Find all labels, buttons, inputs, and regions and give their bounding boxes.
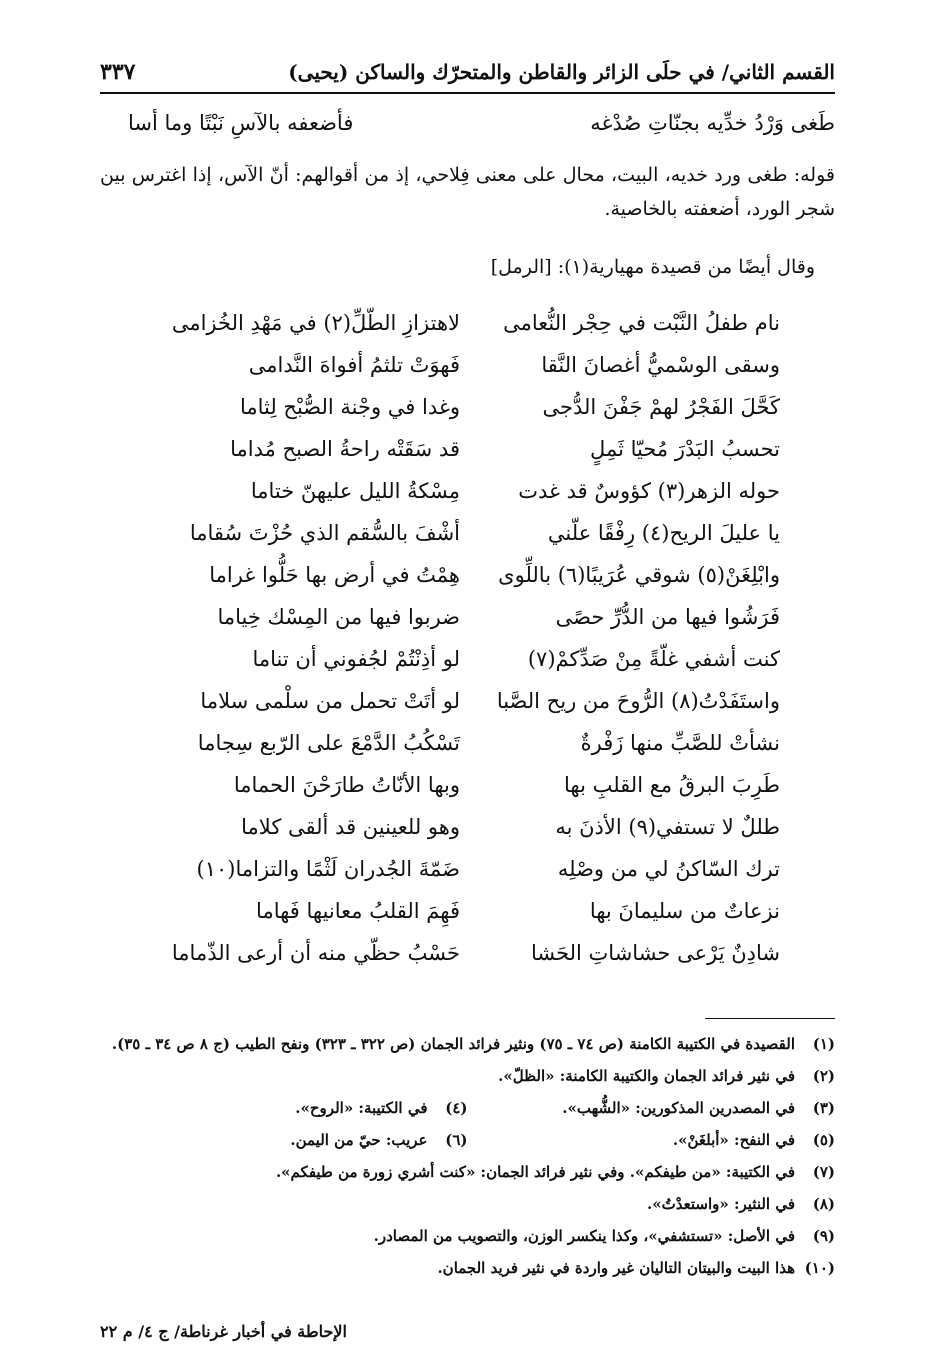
poem-verse (100, 680, 835, 722)
poem-verse (100, 512, 835, 554)
hemistich-first: واستَفَدْتُ(٨) الرُّوحَ من ريح الصَّبا (496, 689, 780, 713)
hemistich-second: أشْفَ بالسُّقم الذي حُزْتَ سُقاما (189, 521, 460, 545)
footnote-text: في الكتيبة: «من طيفكم». وفي نثير فرائد الجمان: «كنت أشري زورة من طيفكم». (275, 1163, 795, 1181)
hemistich-second: وبها الأنّاتُ طارَحْنَ الحماما (233, 773, 460, 797)
poem-verse (100, 344, 835, 386)
poem-verse (100, 764, 835, 806)
footnote-text: في الأصل: «تستشفي»، وكذا ينكسر الوزن، والتصويب من المصادر. (373, 1227, 795, 1245)
footnote-number: (٩) (812, 1227, 835, 1245)
footnote (468, 1092, 836, 1124)
poem-verse (100, 554, 835, 596)
hemistich-second: هِمْتُ في أرض بها حَلُّوا غراما (209, 563, 460, 587)
footnote (100, 1092, 468, 1124)
hemistich-first: نزعاتٌ من سليمانَ بها (589, 899, 780, 923)
hemistich-first: كَحَّلَ الفَجْرُ لهمْ جَفْنَ الدُّجى (542, 395, 780, 419)
poem-verse (100, 428, 835, 470)
poem-verse (100, 386, 835, 428)
footnote (100, 1156, 835, 1188)
footnote-number: (١) (812, 1035, 835, 1053)
hemistich-second: قد سَقَتْه راحةُ الصبح مُداما (230, 437, 460, 461)
footnote-number: (٧) (812, 1163, 835, 1181)
hemistich-first: طَرِبَ البرقُ مع القلبِ بها (564, 773, 780, 797)
hemistich-first: شادِنٌ يَرْعى حشاشاتِ الحَشا (530, 941, 780, 965)
book-signature-footer: الإحاطة في أخبار غرناطة/ ج ٤/ م ٢٢ (100, 1322, 347, 1341)
poem-verse (100, 806, 835, 848)
top-verse-second-hemistich: فأضعفه بالآسِ نَبْتًا وما أسا (128, 111, 354, 135)
footnote-number: (٤) (445, 1099, 468, 1117)
hemistich-first: وسقى الوسْميُّ أغصانَ النَّقا (541, 353, 780, 377)
footnote-text: القصيدة في الكتيبة الكامنة (ص ٧٤ ـ ٧٥) ونثير فرائد الجمان (ص ٣٢٢ ـ ٣٢٣) ونفح الطيب (ج ٨ ص ٣٤ ـ ٣٥). (111, 1035, 795, 1053)
hemistich-second: فَهوَتْ تلثمُ أفواهَ النَّدامى (248, 353, 460, 377)
hemistich-first: نام طفلُ النَّبْت في حِجْر النُّعامى (503, 311, 780, 335)
poem-verse (100, 890, 835, 932)
footnote-text: في النثير: «واستعدْتُ». (647, 1195, 795, 1213)
footnote (100, 1188, 835, 1220)
footnote-number: (٦) (445, 1131, 468, 1149)
hemistich-second: لو أذِنْتُمْ لجُفوني أن تناما (252, 647, 460, 671)
footnote-pair (100, 1124, 835, 1156)
hemistich-second: ضَمّةَ الجُدران لَثْمًا والتزاما(١٠) (196, 857, 460, 881)
top-verse-first-hemistich: طَغى وَرْدُ خدِّيه بجنّاتِ صُدْغه (590, 111, 835, 135)
hemistich-first: ترك السّاكنُ لي من وصْلِه (557, 857, 780, 881)
footnote-number: (٢) (812, 1067, 835, 1085)
footnote (468, 1124, 836, 1156)
hemistich-second: تَسْكُبُ الدَّمْعَ على الرّبع سِجاما (197, 731, 460, 755)
footnote-text: عريب: حيّ من اليمن. (290, 1131, 428, 1149)
hemistich-first: كنت أشفي غلّةً مِنْ صَدِّكمْ(٧) (527, 647, 780, 671)
running-header (100, 52, 835, 94)
header-title: القسم الثاني/ في حلَى الزائر والقاطن والمتحرّك والساكن (يحيى) (288, 60, 835, 84)
poem-verse (100, 596, 835, 638)
hemistich-first: وابْلِغَنْ(٥) شوقي عُرَيبًا(٦) باللِّوى (498, 563, 780, 587)
footnote (100, 1028, 835, 1060)
hemistich-second: وهو للعينين قد ألقى كلاما (241, 815, 460, 839)
hemistich-first: فَرَشُوا فيها من الدُّرِّ حصًى (555, 605, 780, 629)
footnote-number: (٣) (812, 1099, 835, 1117)
hemistich-second: مِسْكةُ الليل عليهنّ ختاما (250, 479, 460, 503)
hemistich-first: تحسبُ البَدْرَ مُحيّا ثَمِلٍ (590, 437, 780, 461)
footnote-text: في المصدرين المذكورين: «الشُّهب». (562, 1099, 795, 1117)
footnote-text: في الكتيبة: «الروح». (295, 1099, 428, 1117)
poem-verse (100, 470, 835, 512)
footnote (100, 1124, 468, 1156)
footnote-text: في نثير فرائد الجمان والكتيبة الكامنة: «الظلّ». (498, 1067, 795, 1085)
hemistich-second: لو أتَتْ تحمل من سلْمى سلاما (200, 689, 460, 713)
hemistich-first: حوله الزهر(٣) كؤوسٌ قد غدت (518, 479, 780, 503)
footnote (100, 1252, 835, 1284)
hemistich-second: لاهتزازِ الطّلِّ(٢) في مَهْدِ الخُزامى (171, 311, 460, 335)
poem-verse (100, 638, 835, 680)
hemistich-first: نشأتْ للصَّبِّ منها زَفْرةٌ (580, 731, 780, 755)
footnote-separator (705, 1018, 835, 1019)
hemistich-second: وغدا في وجْنة الصُّبْح لِثاما (239, 395, 460, 419)
footnote (100, 1060, 835, 1092)
poem-verse (100, 302, 835, 344)
hemistich-second: حَسْبُ حظّي منه أن أرعى الذّماما (171, 941, 460, 965)
hemistich-first: يا عليلَ الريح(٤) رِفْقًا علّني (547, 521, 780, 545)
hemistich-second: فَهِمَ القلبُ معانيها فَهاما (256, 899, 460, 923)
poem (100, 302, 835, 974)
poem-verse (100, 932, 835, 974)
footnotes (100, 1028, 835, 1284)
poem-verse (100, 848, 835, 890)
hemistich-second: ضربوا فيها من المِسْك خِياما (217, 605, 460, 629)
footnote-pair (100, 1092, 835, 1124)
footnote-number: (٥) (812, 1131, 835, 1149)
footnote-text: هذا البيت والبيتان التاليان غير واردة في نثير فريد الجمان. (437, 1259, 795, 1277)
poem-verse (100, 722, 835, 764)
footnote-number: (١٠) (804, 1259, 835, 1277)
commentary-paragraph: قوله: طغى ورد خديه، البيت، محال على معنى فِلاحي، إذ من أقوالهم: أنّ الآس، إذا اغترس بين شجر الورد، أضعفته بالخاصية. (100, 164, 835, 220)
footnote-text: في النفح: «أبلغَنْ». (672, 1131, 795, 1149)
poem-intro: وقال أيضًا من قصيدة مهيارية(١): [الرمل] (490, 256, 815, 278)
hemistich-first: طللٌ لا تستفي(٩) الأذنَ به (555, 815, 780, 839)
footnote (100, 1220, 835, 1252)
page-number: ٣٣٧ (100, 59, 136, 85)
footnote-number: (٨) (812, 1195, 835, 1213)
